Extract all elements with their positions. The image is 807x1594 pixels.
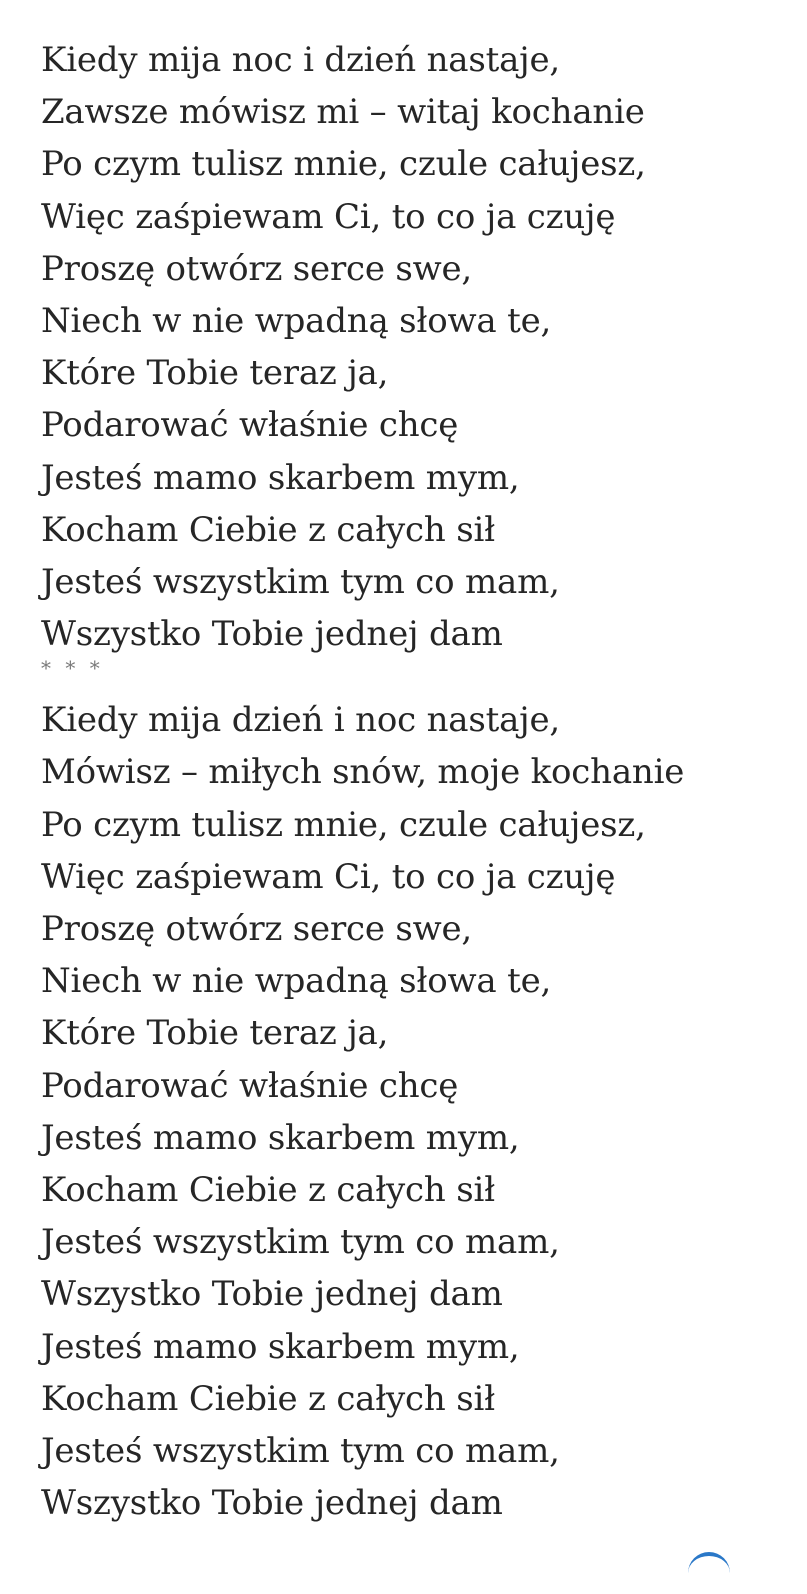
verse-line: Zawsze mówisz mi – witaj kochanie (41, 92, 645, 133)
floating-action-button-edge[interactable] (688, 1552, 730, 1594)
verse-line: Po czym tulisz mnie, czule całujesz, (41, 804, 646, 845)
verse-line: Wszystko Tobie jednej dam (41, 1274, 503, 1315)
stanza-2 (41, 694, 801, 1529)
verse-line: Więc zaśpiewam Ci, to co ja czuję (41, 856, 616, 897)
verse-line: Kocham Ciebie z całych sił (41, 1169, 495, 1210)
verse-line: Jesteś mamo skarbem mym, (41, 1326, 520, 1367)
verse-line: Niech w nie wpadną słowa te, (41, 961, 552, 1002)
verse-line: Które Tobie teraz ja, (41, 353, 389, 394)
verse-line: Podarować właśnie chcę (41, 405, 459, 446)
verse-line: Wszystko Tobie jednej dam (41, 1483, 503, 1524)
verse-line: Proszę otwórz serce swe, (41, 248, 473, 289)
verse-line: Mówisz – miłych snów, moje kochanie (41, 752, 685, 793)
verse-line: Kocham Ciebie z całych sił (41, 509, 495, 550)
verse-line: Niech w nie wpadną słowa te, (41, 300, 552, 341)
verse-line: Jesteś wszystkim tym co mam, (41, 561, 560, 602)
verse-line: Kocham Ciebie z całych sił (41, 1378, 495, 1419)
verse-line: Kiedy mija noc i dzień nastaje, (41, 40, 561, 80)
verse-line: Wszystko Tobie jednej dam (41, 614, 503, 655)
poem-text (41, 34, 801, 1529)
verse-line: Które Tobie teraz ja, (41, 1013, 389, 1054)
verse-line: Jesteś mamo skarbem mym, (41, 457, 520, 498)
verse-line: Jesteś mamo skarbem mym, (41, 1117, 520, 1158)
verse-line: Proszę otwórz serce swe, (41, 909, 473, 949)
verse-line: Jesteś wszystkim tym co mam, (41, 1430, 560, 1471)
verse-line: Kiedy mija dzień i noc nastaje, (41, 700, 561, 741)
stanza-separator: * * * (41, 656, 104, 681)
verse-line: Więc zaśpiewam Ci, to co ja czuję (41, 196, 616, 237)
verse-line: Jesteś wszystkim tym co mam, (41, 1222, 560, 1263)
stanza-1 (41, 34, 801, 660)
verse-line: Po czym tulisz mnie, czule całujesz, (41, 144, 646, 185)
verse-line: Podarować właśnie chcę (41, 1065, 459, 1106)
